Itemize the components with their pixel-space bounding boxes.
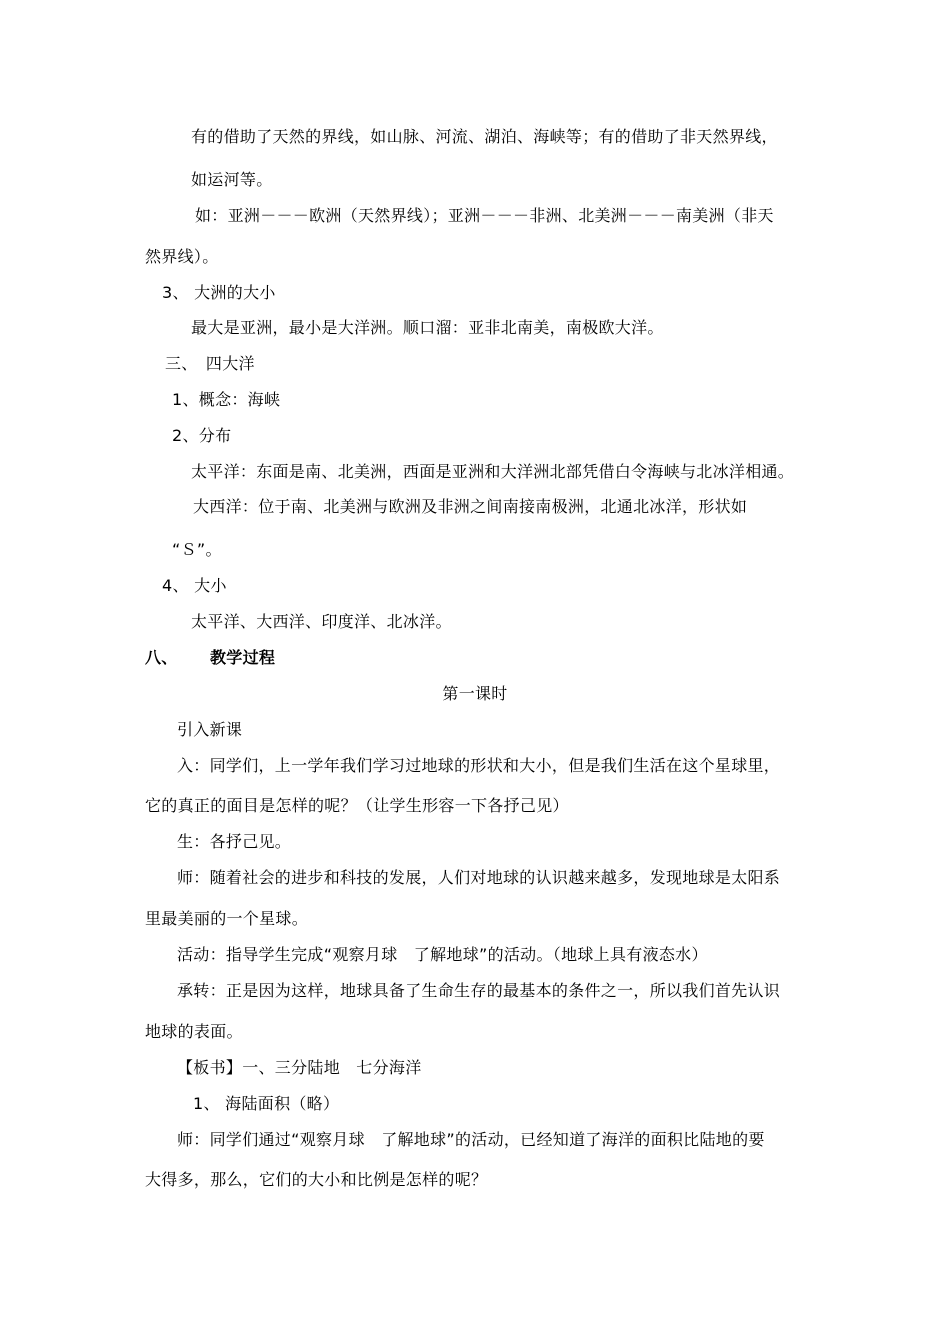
text-line: 师：随着社会的进步和科技的发展，人们对地球的认识越来越多，发现地球是太阳系 [177,868,781,887]
text-line: 最大是亚洲，最小是大洋洲。顺口溜：亚非北南美，南极欧大洋。 [191,318,664,337]
text-line: 太平洋：东面是南、北美洲，西面是亚洲和大洋洲北部凭借白令海峡与北冰洋相通。 [191,462,795,481]
lesson-title: 第一课时 [442,684,508,703]
text-line: 地球的表面。 [145,1022,243,1041]
text-line: 大得多，那么，它们的大小和比例是怎样的呢？ [145,1170,488,1189]
text-line: 里最美丽的一个星球。 [145,909,309,928]
text-line: 生：各抒己见。 [177,832,292,851]
section-heading: 三、 四大洋 [165,354,255,373]
text-line: 活动：指导学生完成“观察月球 了解地球”的活动。（地球上具有液态水） [177,945,708,964]
list-heading: 1、概念：海峡 [172,390,281,409]
text-line: “Ｓ”。 [172,540,222,559]
text-line: 引入新课 [177,720,243,739]
list-heading: 4、 大小 [162,576,227,595]
text-line: 它的真正的面目是怎样的呢？（让学生形容一下各抒己见） [145,796,569,815]
text-line: 太平洋、大西洋、印度洋、北冰洋。 [191,612,452,631]
list-heading: 2、分布 [172,426,232,445]
section-title: 教学过程 [210,648,276,667]
text-line: 入：同学们，上一学年我们学习过地球的形状和大小，但是我们生活在这个星球里， [177,756,781,775]
board-note: 【板书】一、三分陆地 七分海洋 [177,1058,422,1077]
text-line: 师：同学们通过“观察月球 了解地球”的活动，已经知道了海洋的面积比陆地的要 [177,1130,765,1149]
text-line: 有的借助了天然的界线，如山脉、河流、湖泊、海峡等；有的借助了非天然界线， [191,127,778,146]
text-line: 如运河等。 [191,170,273,189]
text-line: 大西洋：位于南、北美洲与欧洲及非洲之间南接南极洲，北通北冰洋，形状如 [193,497,748,516]
text-line: 如：亚洲－－－欧洲（天然界线）；亚洲－－－非洲、北美洲－－－南美洲（非天 [195,206,774,225]
section-number: 八、 [145,648,178,667]
text-line: 然界线）。 [145,247,219,266]
list-heading: 3、 大洲的大小 [162,283,276,302]
text-line: 承转：正是因为这样，地球具备了生命生存的最基本的条件之一，所以我们首先认识 [177,981,781,1000]
list-heading: 1、 海陆面积（略） [193,1094,340,1113]
